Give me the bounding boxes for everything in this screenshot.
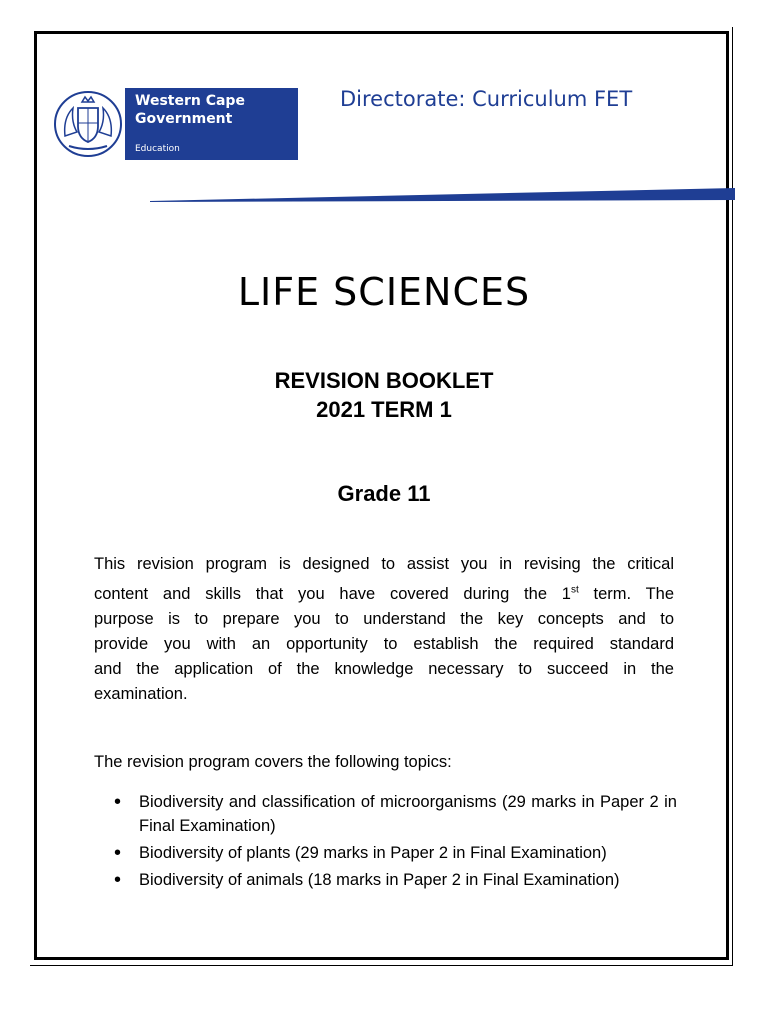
page-title: LIFE SCIENCES	[237, 270, 531, 314]
intro-line: provide you with an opportunity to establish the required standard	[94, 634, 674, 653]
directorate-heading: Directorate: Curriculum FET	[340, 87, 633, 111]
org-department: Education	[135, 144, 180, 154]
org-name: Western Cape Government	[135, 93, 245, 127]
logo-banner	[125, 88, 298, 160]
booklet-subtitle: REVISION BOOKLET	[274, 368, 494, 393]
topics-list	[112, 790, 677, 895]
intro-line: and the application of the knowledge necessary to succeed in the	[94, 659, 674, 678]
intro-line-text: content and skills that you have covered during the 1st term. The	[94, 584, 674, 603]
topic-item: • Biodiversity of animals (18 marks in Paper 2 in Final Examination)	[112, 868, 677, 892]
header-swoosh	[150, 186, 735, 204]
western-cape-logo	[51, 88, 298, 160]
topic-item: • Biodiversity and classification of microorganisms (29 marks in Paper 2 in Final Examination)	[112, 790, 677, 838]
topics-heading: The revision program covers the following topics:	[94, 753, 452, 771]
intro-line: purpose is to prepare you to understand the key concepts and to	[94, 609, 674, 628]
intro-line: examination.	[94, 684, 188, 703]
term-subtitle: 2021 TERM 1	[316, 397, 452, 422]
grade-label: Grade 11	[337, 481, 431, 506]
intro-line: This revision program is designed to assist you in revising the critical	[94, 555, 674, 573]
topic-item: • Biodiversity of plants (29 marks in Paper 2 in Final Examination)	[112, 841, 677, 865]
intro-line-with-superscript	[94, 577, 674, 607]
coat-of-arms-icon	[51, 88, 125, 160]
intro-paragraph	[94, 552, 674, 707]
